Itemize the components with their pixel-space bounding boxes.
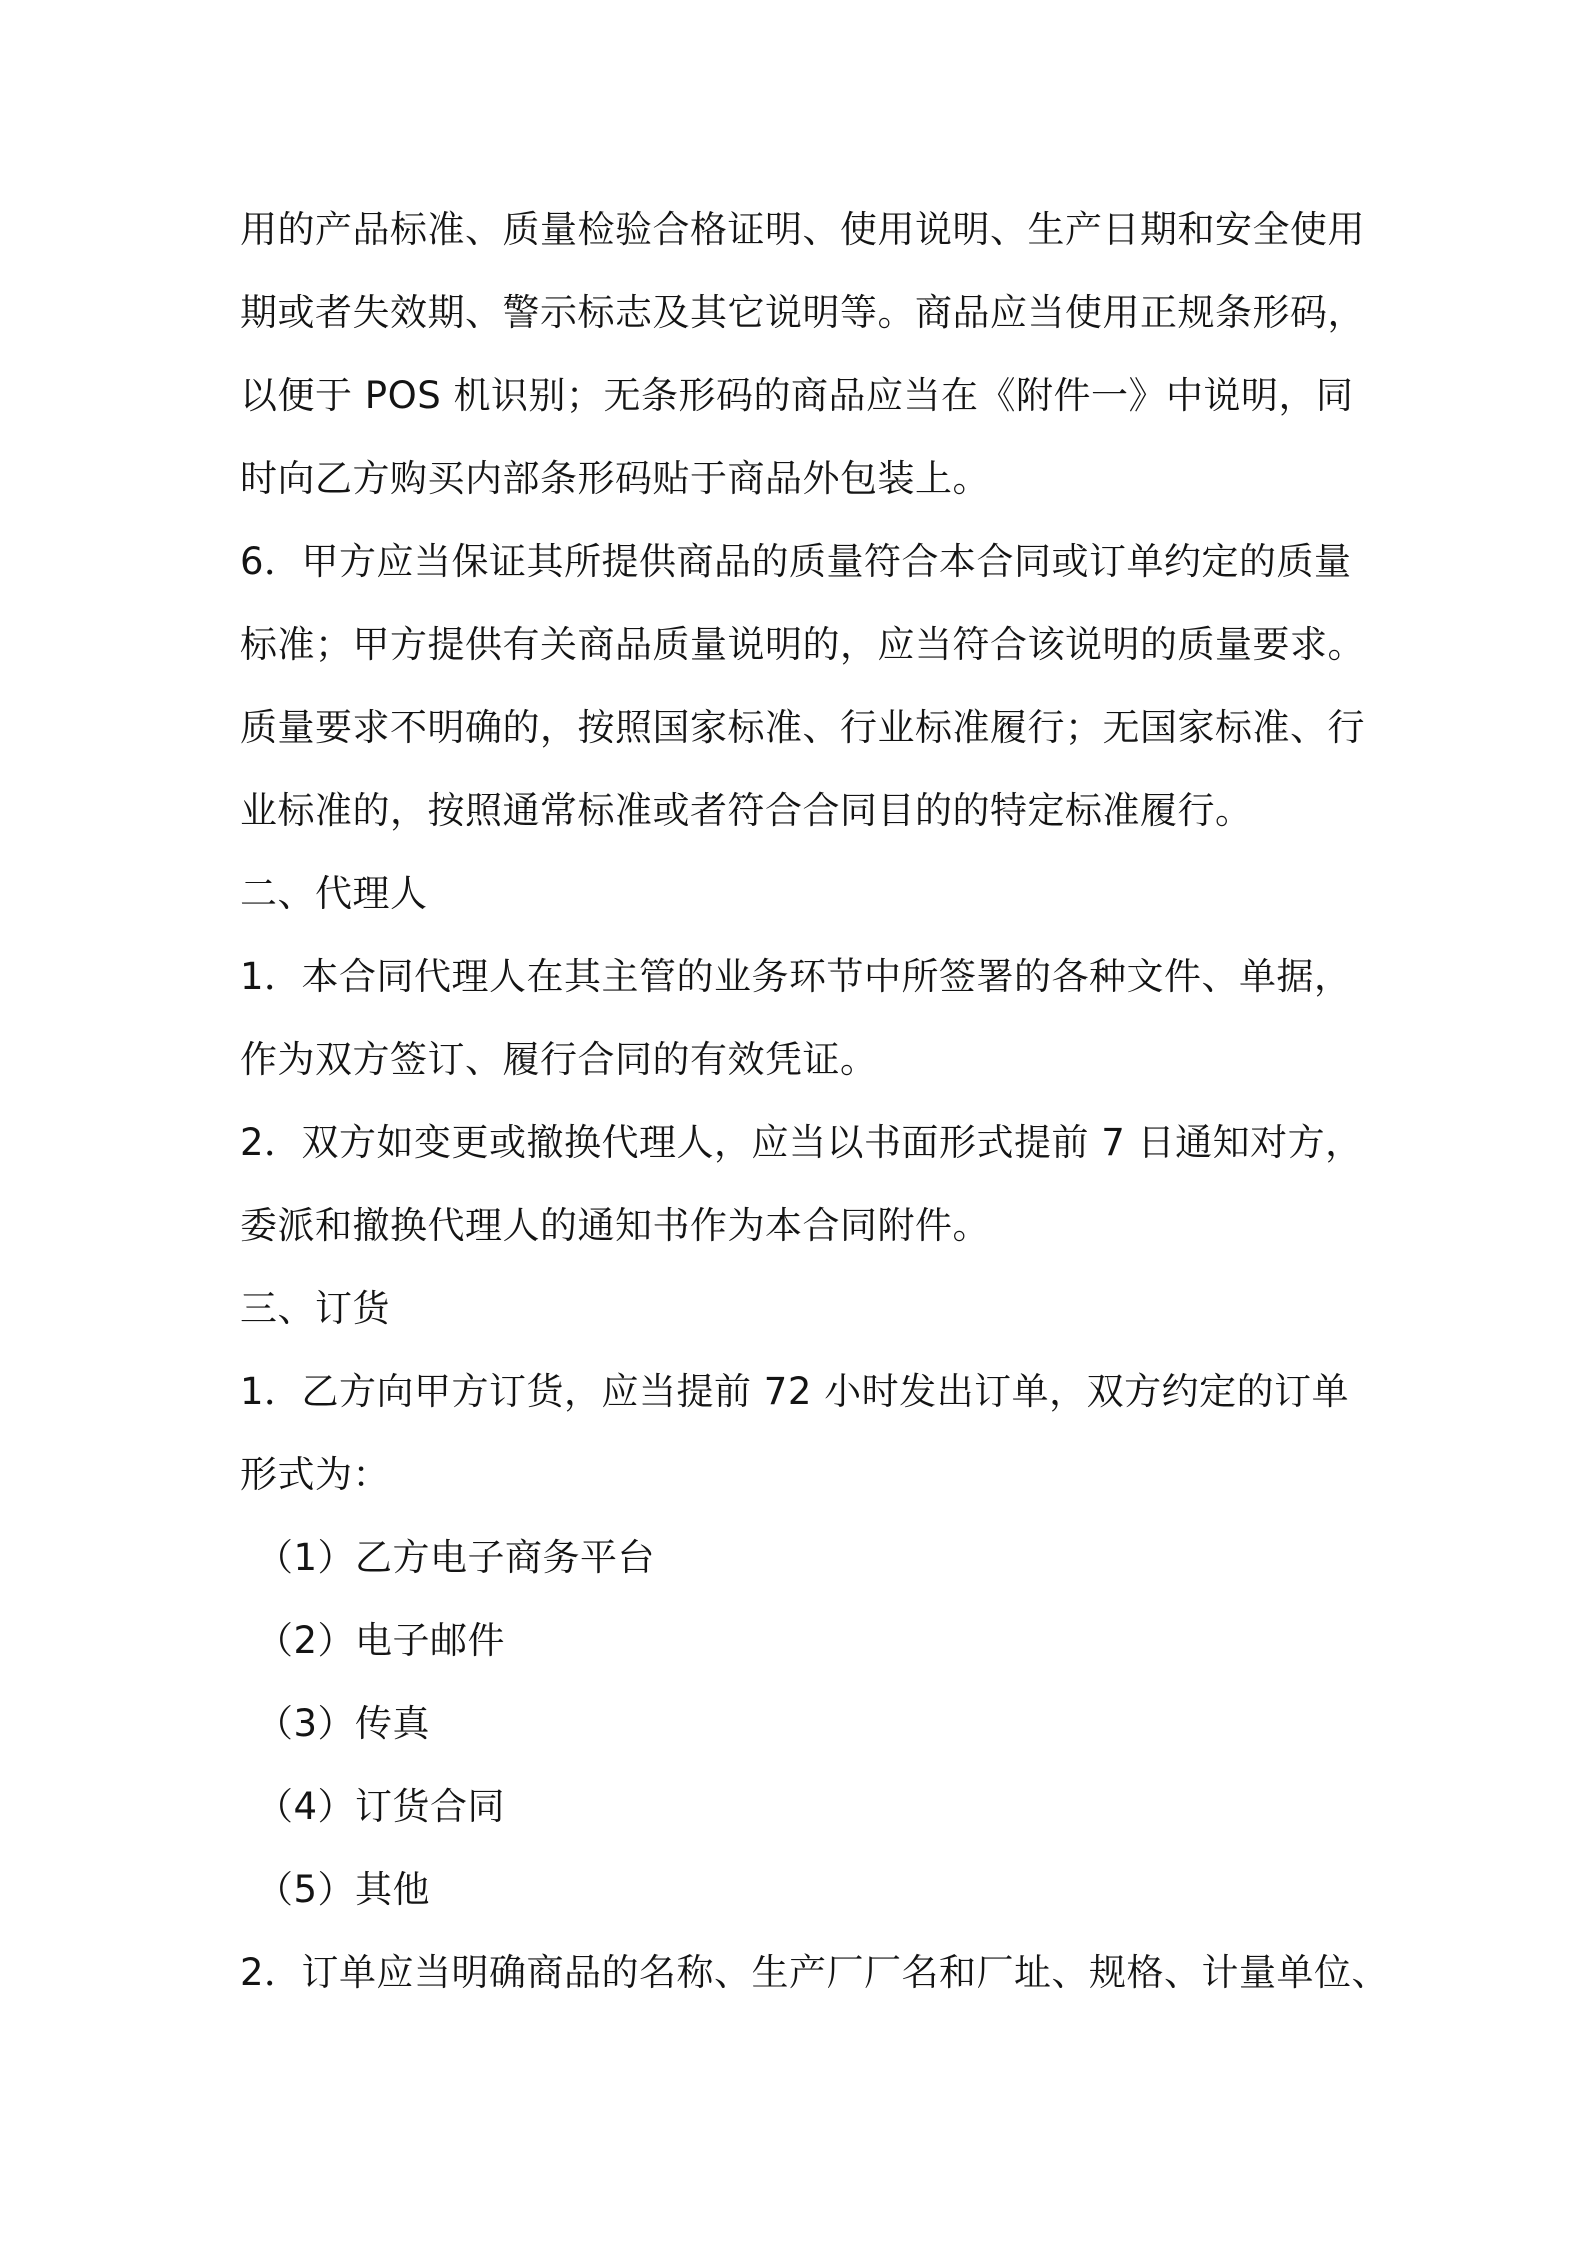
list-item: （1）乙方电子商务平台 bbox=[256, 1536, 656, 1579]
list-item: （4）订货合同 bbox=[256, 1785, 506, 1828]
section-heading: 二、代理人 bbox=[240, 872, 428, 915]
paragraph-line: 用的产品标准、质量检验合格证明、使用说明、生产日期和安全使用 bbox=[240, 208, 1365, 251]
paragraph-line: 6．甲方应当保证其所提供商品的质量符合本合同或订单约定的质量 bbox=[240, 540, 1352, 583]
list-item: （5）其他 bbox=[256, 1868, 431, 1911]
paragraph-line: 作为双方签订、履行合同的有效凭证。 bbox=[240, 1038, 878, 1081]
paragraph-line: 2．双方如变更或撤换代理人，应当以书面形式提前 7 日通知对方， bbox=[240, 1121, 1363, 1164]
paragraph-line: 标准；甲方提供有关商品质量说明的，应当符合该说明的质量要求。 bbox=[240, 623, 1365, 666]
paragraph-line: 2．订单应当明确商品的名称、生产厂厂名和厂址、规格、计量单位、 bbox=[240, 1951, 1390, 1994]
list-item: （3）传真 bbox=[256, 1702, 431, 1745]
paragraph-line: 以便于 POS 机识别；无条形码的商品应当在《附件一》中说明，同 bbox=[240, 374, 1354, 417]
paragraph-line: 业标准的，按照通常标准或者符合合同目的的特定标准履行。 bbox=[240, 789, 1253, 832]
paragraph-line: 形式为： bbox=[240, 1453, 390, 1496]
paragraph-line: 1．乙方向甲方订货，应当提前 72 小时发出订单，双方约定的订单 bbox=[240, 1370, 1350, 1413]
paragraph-line: 期或者失效期、警示标志及其它说明等。商品应当使用正规条形码， bbox=[240, 291, 1365, 334]
list-item: （2）电子邮件 bbox=[256, 1619, 506, 1662]
paragraph-line: 1．本合同代理人在其主管的业务环节中所签署的各种文件、单据， bbox=[240, 955, 1352, 998]
paragraph-line: 时向乙方购买内部条形码贴于商品外包装上。 bbox=[240, 457, 990, 500]
paragraph-line: 质量要求不明确的，按照国家标准、行业标准履行；无国家标准、行 bbox=[240, 706, 1365, 749]
paragraph-line: 委派和撤换代理人的通知书作为本合同附件。 bbox=[240, 1204, 990, 1247]
section-heading: 三、订货 bbox=[240, 1287, 390, 1330]
